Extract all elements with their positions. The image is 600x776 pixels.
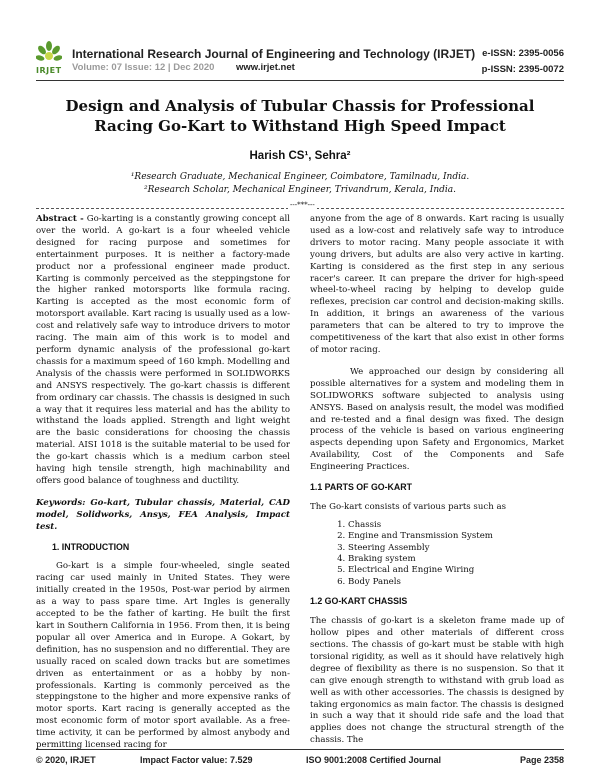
parts-intro: The Go-kart consists of various parts such as: [310, 501, 506, 512]
intro-heading: 1. INTRODUCTION: [52, 541, 130, 552]
divider-mark: ---***---: [290, 201, 315, 209]
journal-header: [0, 0, 600, 82]
affiliation-1: ¹Research Graduate, Mechanical Engineer, Coimbatore, Tamilnadu, India.: [130, 172, 470, 182]
keywords: Keywords: Go-kart, Tubular chassis, Material, CAD model, Solidworks, Ansys, FEA Analysis, Impact test.: [36, 497, 290, 532]
right-column: [310, 214, 564, 751]
journal-logo-icon: [36, 40, 62, 68]
list-item: 3. Steering Assembly: [348, 543, 564, 554]
list-item: 2. Engine and Transmission System: [348, 531, 564, 542]
list-item: 4. Braking system: [348, 554, 564, 565]
e-issn: e-ISSN: 2395-0056: [482, 48, 564, 59]
journal-volume: Volume: 07 Issue: 12 | Dec 2020: [72, 62, 215, 73]
list-item: 1. Chassis: [348, 520, 564, 531]
intro-continued: anyone from the age of 8 onwards. Kart racing is usually used as a low-cost and relatively safe way to introduce drivers to motor racing. Many people associate it with young drivers, but adults are also very active in karting. Karting is considered as the first step in any serious racer's career. It can prepare the driver for high-speed wheel-to-wheel racing by helping to develop guide reflexes, precision car control and decision-making skills. In addition, it brings an awareness of the various parameters that can be altered to try to improve the competitiveness of the kart that also exist in other forms of motor racing.: [310, 214, 564, 355]
abstract: [36, 214, 290, 488]
paper-authors: Harish CS¹, Sehra²: [249, 150, 351, 162]
journal-logo-text: IRJET: [36, 66, 62, 75]
footer-iso: ISO 9001:2008 Certified Journal: [306, 755, 442, 765]
parts-list: [310, 520, 564, 588]
chassis-heading: 1.2 GO-KART CHASSIS: [310, 596, 408, 607]
left-column: [36, 214, 290, 756]
parts-heading: 1.1 PARTS OF GO-KART: [310, 482, 412, 493]
paper-title: Design and Analysis of Tubular Chassis for Professional Racing Go-Kart to Withstand High Speed Impact: [65, 97, 535, 135]
affiliation-2: ²Research Scholar, Mechanical Engineer, Trivandrum, Kerala, India.: [144, 185, 456, 195]
abstract-label: Abstract -: [36, 214, 84, 224]
abstract-text: Go-karting is a constantly growing concept all over the world. A go-kart is a four wheeled vehicle designed for racing purpose and sometimes for entertainment purposes. It is neither a factory-made product nor a professional engineer made product. Karting is commonly perceived as the steppingstone for the higher ranked motorsports like formula racing. Karting is accepted as the most economic form of motorsport available. Kart racing is usually used as a low-cost and relatively safe way to introduce drivers to motor racing. The main aim of this work is to model and perform dynamic analysis of the professional go-kart chassis for a maximum speed of 160 kmph. Modelling and Analysis of the chassis were performed in SOLIDWORKS and ANSYS respectively. The go-kart chassis is different from ordinary car chassis. The chassis is designed in such a way that it requires less material and has the ability to withstand the loads applied. Strength and light weight are the basic considerations for choosing the chassis material. AISI 1018 is the suitable material to be used for the go-kart chassis which is a medium carbon steel having high tensile strength, high machinability and offers good balance of toughness and ductility.: [36, 214, 290, 486]
header-rule: [36, 80, 564, 81]
footer-page: Page 2358: [519, 755, 564, 765]
journal-name: International Research Journal of Engineering and Technology (IRJET): [72, 47, 476, 61]
journal-url[interactable]: www.irjet.net: [236, 62, 295, 73]
footer-copyright: © 2020, IRJET: [36, 755, 96, 765]
chassis-text: The chassis of go-kart is a skeleton frame made up of hollow pipes and other materials of different cross sections. The chassis of go-kart must be stable with high torsional rigidity, as well as it should have relatively high degree of flexibility as there is no suspension. So that it can give enough strength to withstand with grub load as well as with other accessories. The chassis is designed by taking ergonomics as main factor. The chassis is designed in such a way that it should ride safe and the load that applies does not change the structural strength of the chassis. The: [310, 616, 564, 746]
list-item: 6. Body Panels: [348, 577, 564, 588]
intro-text: Go-kart is a simple four-wheeled, single seated racing car used mainly in United States. They were initially created in the 1950s, Post-war period by airmen as a way to pass spare time. Art Ingles is generally accepted to be the father of karting. He built the first kart in Southern California in 1956. From then, it is being popular all over America and in Europe. A Gokart, by definition, has no suspension and no differential. They are usually raced on scaled down tracks but are sometimes driven as entertainment or as a hobby by non-professionals. Karting is commonly perceived as the steppingstone to the higher and more expensive ranks of motor sports. Kart racing is generally accepted as the most economic form of motor sport available. As a free-time activity, it can be performed by almost anybody and permitting licensed racing for: [36, 561, 290, 751]
list-item: 5. Electrical and Engine Wiring: [348, 565, 564, 576]
design-approach: We approached our design by considering all possible alternatives for a system and modeling them in SOLIDWORKS software subjected to analysis using ANSYS. Based on analysis result, the model was modified and re-tested and a final design was fixed. The design process of the vehicle is based on various engineering aspects depending upon Safety and Ergonomics, Market Availability, Cost of the Components and Safe Engineering Practices.: [310, 366, 564, 473]
p-issn: p-ISSN: 2395-0072: [481, 64, 564, 75]
footer-impact: Impact Factor value: 7.529: [140, 755, 253, 765]
footer-rule: [36, 749, 564, 750]
